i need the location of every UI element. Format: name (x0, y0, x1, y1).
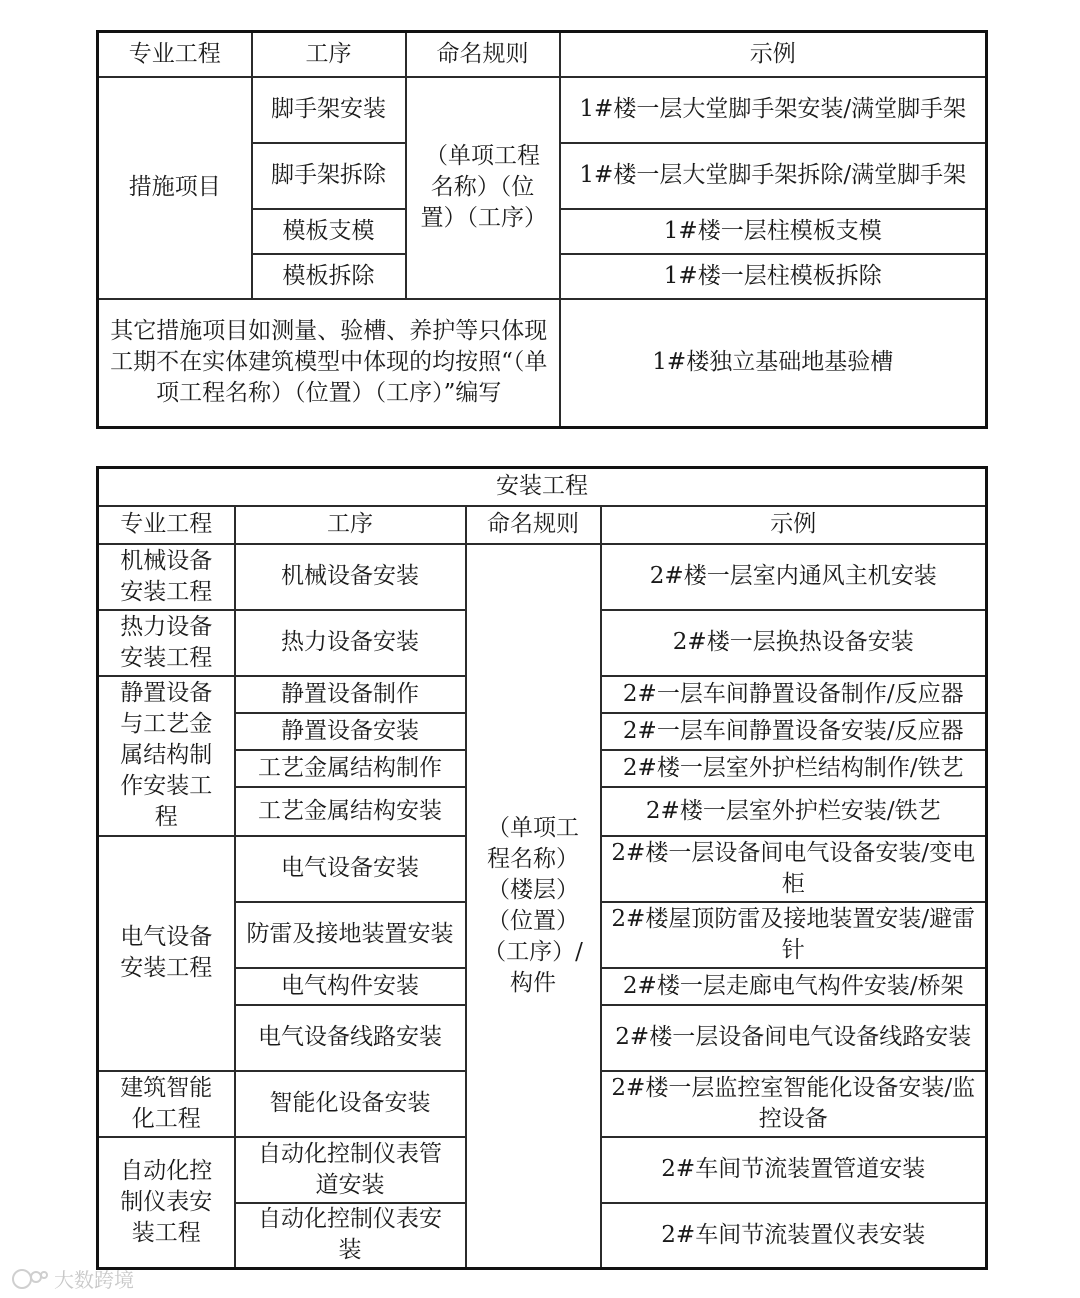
watermark (10, 1264, 134, 1293)
process-cell: 电气设备安装 (235, 836, 466, 902)
process-cell: 模板支模 (252, 209, 406, 254)
example-cell: 2#楼一层设备间电气设备安装/变电柜 (601, 836, 987, 902)
table-row (98, 544, 987, 610)
example-cell: 2#楼屋顶防雷及接地装置安装/避雷针 (601, 902, 987, 968)
process-cell: 脚手架安装 (252, 77, 406, 143)
rule-cell: （单项工程名称）（位置）（工序） (406, 77, 560, 299)
title-row (98, 468, 987, 506)
header-cell: 专业工程 (98, 32, 252, 77)
header-row (98, 32, 987, 77)
example-cell: 2#楼一层走廊电气构件安装/桥架 (601, 968, 987, 1005)
example-cell: 2#楼一层室外护栏安装/铁艺 (601, 787, 987, 836)
note-row (98, 299, 987, 428)
major-cell: 机械设备安装工程 (98, 544, 235, 610)
measures-table (96, 30, 988, 429)
table-title: 安装工程 (98, 468, 987, 506)
example-cell: 2#楼一层换热设备安装 (601, 610, 987, 676)
table-row (98, 77, 987, 143)
process-cell: 自动化控制仪表管道安装 (235, 1137, 466, 1203)
process-cell: 机械设备安装 (235, 544, 466, 610)
example-cell: 2#楼一层室外护栏结构制作/铁艺 (601, 750, 987, 787)
example-cell: 1#楼一层柱模板拆除 (560, 254, 987, 299)
example-cell: 2#楼一层监控室智能化设备安装/监控设备 (601, 1071, 987, 1137)
note-cell: 其它措施项目如测量、验槽、养护等只体现工期不在实体建筑模型中体现的均按照“（单项工程名称）（位置）（工序）”编写 (98, 299, 560, 428)
major-cell: 建筑智能化工程 (98, 1071, 235, 1137)
rule-cell: （单项工程名称）（楼层）（位置）（工序）/构件 (466, 544, 601, 1269)
example-cell: 2#楼一层室内通风主机安装 (601, 544, 987, 610)
major-cell: 静置设备与工艺金属结构制作安装工程 (98, 676, 235, 836)
process-cell: 静置设备安装 (235, 713, 466, 750)
major-cell: 自动化控制仪表安装工程 (98, 1137, 235, 1269)
header-cell: 专业工程 (98, 506, 235, 544)
process-cell: 工艺金属结构安装 (235, 787, 466, 836)
example-cell: 1#楼一层柱模板支模 (560, 209, 987, 254)
process-cell: 热力设备安装 (235, 610, 466, 676)
process-cell: 模板拆除 (252, 254, 406, 299)
example-cell: 2#车间节流装置仪表安装 (601, 1203, 987, 1269)
process-cell: 脚手架拆除 (252, 143, 406, 209)
header-cell: 工序 (235, 506, 466, 544)
installation-table (96, 466, 988, 1270)
watermark-text: 大数跨境 (54, 1268, 134, 1292)
process-cell: 电气构件安装 (235, 968, 466, 1005)
process-cell: 智能化设备安装 (235, 1071, 466, 1137)
watermark-logo-icon (10, 1267, 50, 1291)
header-cell: 示例 (560, 32, 987, 77)
process-cell: 工艺金属结构制作 (235, 750, 466, 787)
major-cell: 措施项目 (98, 77, 252, 299)
note-example-cell: 1#楼独立基础地基验槽 (560, 299, 987, 428)
example-cell: 2#车间节流装置管道安装 (601, 1137, 987, 1203)
header-cell: 命名规则 (406, 32, 560, 77)
example-cell: 1#楼一层大堂脚手架拆除/满堂脚手架 (560, 143, 987, 209)
process-cell: 电气设备线路安装 (235, 1005, 466, 1071)
example-cell: 2#一层车间静置设备制作/反应器 (601, 676, 987, 713)
header-cell: 示例 (601, 506, 987, 544)
header-cell: 工序 (252, 32, 406, 77)
major-cell: 热力设备安装工程 (98, 610, 235, 676)
example-cell: 2#楼一层设备间电气设备线路安装 (601, 1005, 987, 1071)
header-row (98, 506, 987, 544)
header-cell: 命名规则 (466, 506, 601, 544)
example-cell: 2#一层车间静置设备安装/反应器 (601, 713, 987, 750)
major-cell: 电气设备安装工程 (98, 836, 235, 1071)
process-cell: 自动化控制仪表安装 (235, 1203, 466, 1269)
process-cell: 防雷及接地装置安装 (235, 902, 466, 968)
example-cell: 1#楼一层大堂脚手架安装/满堂脚手架 (560, 77, 987, 143)
process-cell: 静置设备制作 (235, 676, 466, 713)
